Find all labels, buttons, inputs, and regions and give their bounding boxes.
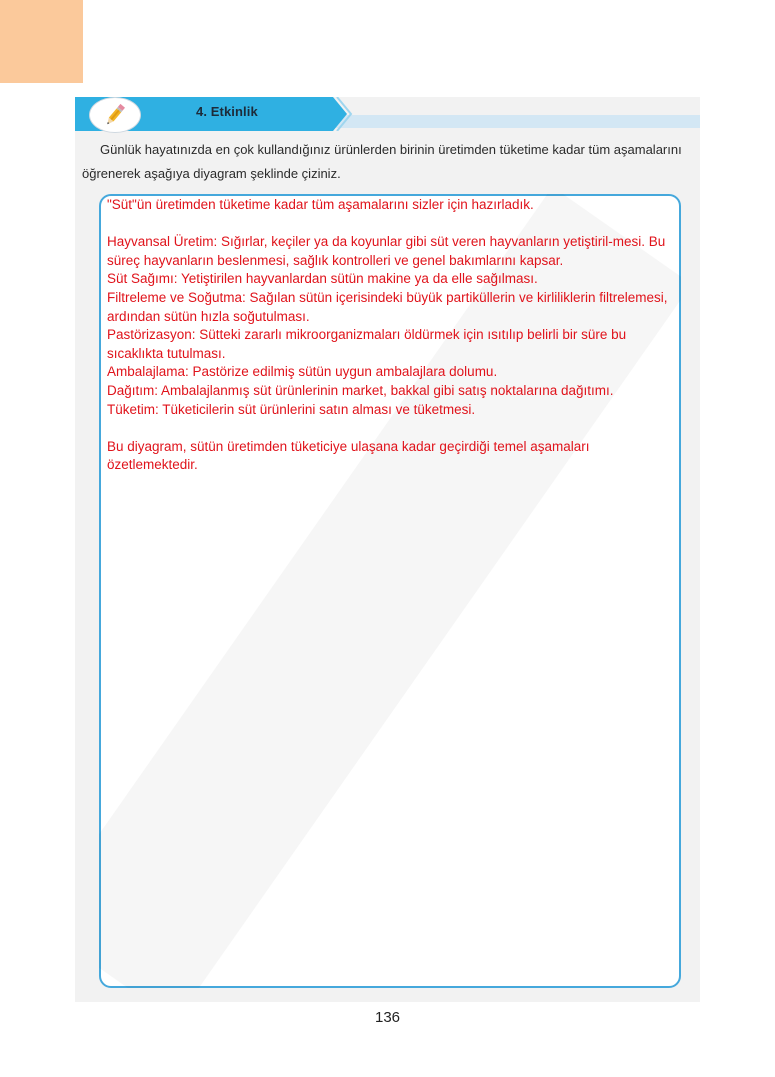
answer-step: Süt Sağımı: Yetiştirilen hayvanlardan sütün makine ya da elle sağılması. — [107, 271, 538, 287]
corner-decoration — [0, 0, 83, 83]
answer-step: Ambalajlama: Pastörize edilmiş sütün uygun ambalajlara dolumu. — [107, 364, 498, 380]
activity-title: 4. Etkinlik — [196, 104, 258, 119]
pencil-icon — [89, 97, 141, 133]
answer-conclusion: Bu diyagram, sütün üretimden tüketiciye ulaşana kadar geçirdiği temel aşamaları özetlemektedir. — [107, 438, 590, 473]
answer-step: Filtreleme ve Soğutma: Sağılan sütün içerisindeki büyük partiküllerin ve kirliliklerin filtrelemesi, ardından sütün hızla soğutulması. — [107, 289, 668, 324]
page-number: 136 — [374, 1009, 401, 1026]
answer-text — [107, 196, 679, 475]
answer-step: Hayvansal Üretim: Sığırlar, keçiler ya da koyunlar gibi süt veren hayvanların yetiştiril-mesi. Bu süreç hayvanların beslenmesi, sağlık kontrolleri ve genel bakımlarını kapsar. — [107, 234, 666, 268]
answer-step: Pastörizasyon: Sütteki zararlı mikroorganizmaları öldürmek için ısıtılıp belirli bir süre bu sıcaklıkta tutulması. — [107, 327, 627, 361]
answer-step: Dağıtım: Ambalajlanmış süt ürünlerinin market, bakkal gibi satış noktalarına dağıtımı. — [107, 382, 614, 398]
activity-instruction: Günlük hayatınızda en çok kullandığınız ürünlerden birinin üretimden tüketime kadar tüm aşamalarını öğrenerek aşağıya diyagram şeklinde çiziniz. — [82, 142, 682, 181]
answer-step: Tüketim: Tüketicilerin süt ürünlerini satın alması ve tüketmesi. — [107, 401, 476, 417]
answer-intro: "Süt"ün üretimden tüketime kadar tüm aşamalarını sizler için hazırladık. — [107, 197, 534, 212]
